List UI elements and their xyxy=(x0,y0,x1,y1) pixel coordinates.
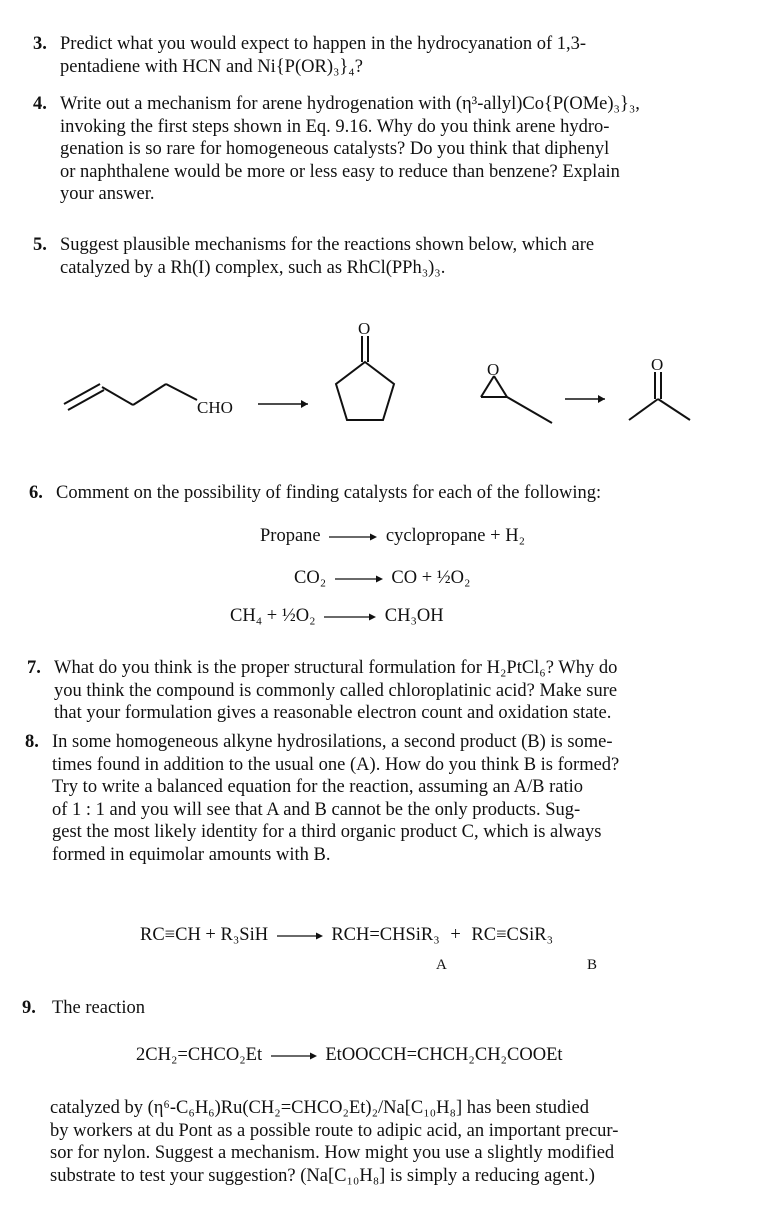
question-number: 6. xyxy=(29,483,43,503)
question-5 xyxy=(33,234,746,279)
eq-right: CH₃OH xyxy=(384,606,444,626)
eq-left: 2CH₂=CHCO₂Et xyxy=(136,1045,263,1065)
question-number: 8. xyxy=(25,732,39,752)
eq-left: RC≡CH + R₃SiH xyxy=(140,925,269,945)
cho-label: CHO xyxy=(197,398,233,417)
question-4 xyxy=(33,93,746,206)
reaction-scheme xyxy=(0,300,771,480)
eq-right: CO + ½O₂ xyxy=(391,568,471,588)
reaction-arrow xyxy=(565,395,605,403)
cyclopentanone-structure xyxy=(336,336,394,420)
question-number: 9. xyxy=(22,998,36,1018)
ketone-o-label: O xyxy=(651,355,664,374)
question-9 xyxy=(22,997,742,1020)
question-text-line: Try to write a balanced equation for the reaction, assuming an A/B ratio xyxy=(52,777,584,797)
question-text-line: invoking the first steps shown in Eq. 9.16. Why do you think arene hydro- xyxy=(60,116,610,137)
question-7 xyxy=(27,657,742,725)
question-3 xyxy=(33,33,746,78)
reaction-arrow xyxy=(331,574,387,584)
eq-left: CH₄ + ½O₂ xyxy=(230,606,316,626)
equation-dimerization xyxy=(136,1045,563,1066)
label-b: B xyxy=(587,957,598,973)
question-text-line: that your formulation gives a reasonable electron count and oxidation state. xyxy=(54,703,612,723)
question-text-line: In some homogeneous alkyne hydrosilations, a second product (B) is some- xyxy=(52,732,613,752)
product-a: RCH=CHSiR₃ xyxy=(331,925,440,945)
question-text-line: or naphthalene would be more or less easy to reduce than benzene? Explain xyxy=(60,161,620,182)
acetone-structure xyxy=(629,372,690,420)
question-text-line: sor for nylon. Suggest a mechanism. How might you use a slightly modified xyxy=(50,1143,615,1163)
question-text-line: genation is so rare for homogeneous catalysts? Do you think that diphenyl xyxy=(60,139,610,159)
eq-right: cyclopropane + H₂ xyxy=(385,526,526,546)
question-text-line: Predict what you would expect to happen in the hydrocyanation of 1,3- xyxy=(60,34,587,54)
question-text-line: substrate to test your suggestion? (Na[C₁₀H₈] is simply a reducing agent.) xyxy=(50,1165,595,1186)
question-text-line: your answer. xyxy=(60,184,155,204)
question-9-body xyxy=(50,1097,738,1187)
reaction-arrow xyxy=(320,612,380,622)
equation-propane xyxy=(260,526,525,547)
question-number: 7. xyxy=(27,658,41,678)
question-8 xyxy=(25,731,742,866)
pentenal-structure xyxy=(64,384,197,410)
reaction-arrow xyxy=(273,931,327,941)
equation-hydrosilation xyxy=(140,925,553,946)
eq-plus: + xyxy=(450,925,461,945)
epoxide-o-label: O xyxy=(487,360,500,379)
carbonyl-o-label: O xyxy=(358,319,371,338)
reaction-arrow xyxy=(267,1051,321,1061)
question-text-line: What do you think is the proper structural formulation for H₂PtCl₆? Why do xyxy=(54,658,618,678)
question-text-line: Write out a mechanism for arene hydrogenation with (η³-allyl)Co{P(OMe)₃}₃, xyxy=(60,94,640,114)
question-text-line: pentadiene with HCN and Ni{P(OR)₃}₄? xyxy=(60,56,363,77)
question-6 xyxy=(29,482,756,505)
question-number: 4. xyxy=(33,94,47,114)
eq-left: Propane xyxy=(260,526,321,546)
question-text-line: gest the most likely identity for a third organic product C, which is always xyxy=(52,822,602,842)
question-text-line: times found in addition to the usual one (A). How do you think B is formed? xyxy=(52,754,620,775)
label-a: A xyxy=(436,957,447,973)
question-text-line: The reaction xyxy=(52,998,145,1018)
question-text-line: Comment on the possibility of finding catalysts for each of the following: xyxy=(56,483,602,503)
eq-left: CO₂ xyxy=(294,568,327,588)
equation-co2 xyxy=(294,568,470,589)
eq-right: EtOOCCH=CHCH₂CH₂COOEt xyxy=(325,1045,563,1065)
product-b: RC≡CSiR₃ xyxy=(471,925,554,945)
question-text-line: of 1 : 1 and you will see that A and B cannot be the only products. Sug- xyxy=(52,799,581,820)
question-text-line: by workers at du Pont as a possible route to adipic acid, an important precur- xyxy=(50,1120,619,1141)
question-text-line: formed in equimolar amounts with B. xyxy=(52,844,331,865)
epoxide-structure xyxy=(481,376,552,423)
question-text-line: you think the compound is commonly called chloroplatinic acid? Make sure xyxy=(54,680,618,701)
question-number: 5. xyxy=(33,235,47,255)
question-text-line: catalyzed by (η⁶-C₆H₆)Ru(CH₂=CHCO₂Et)₂/Na[C₁₀H₈] has been studied xyxy=(50,1098,590,1118)
question-number: 3. xyxy=(33,34,47,54)
question-text-line: Suggest plausible mechanisms for the reactions shown below, which are xyxy=(60,235,595,255)
reaction-arrow xyxy=(325,532,381,542)
question-text-line: catalyzed by a Rh(I) complex, such as RhCl(PPh₃)₃. xyxy=(60,257,446,278)
reaction-arrow xyxy=(258,400,308,408)
equation-methane xyxy=(230,606,444,627)
